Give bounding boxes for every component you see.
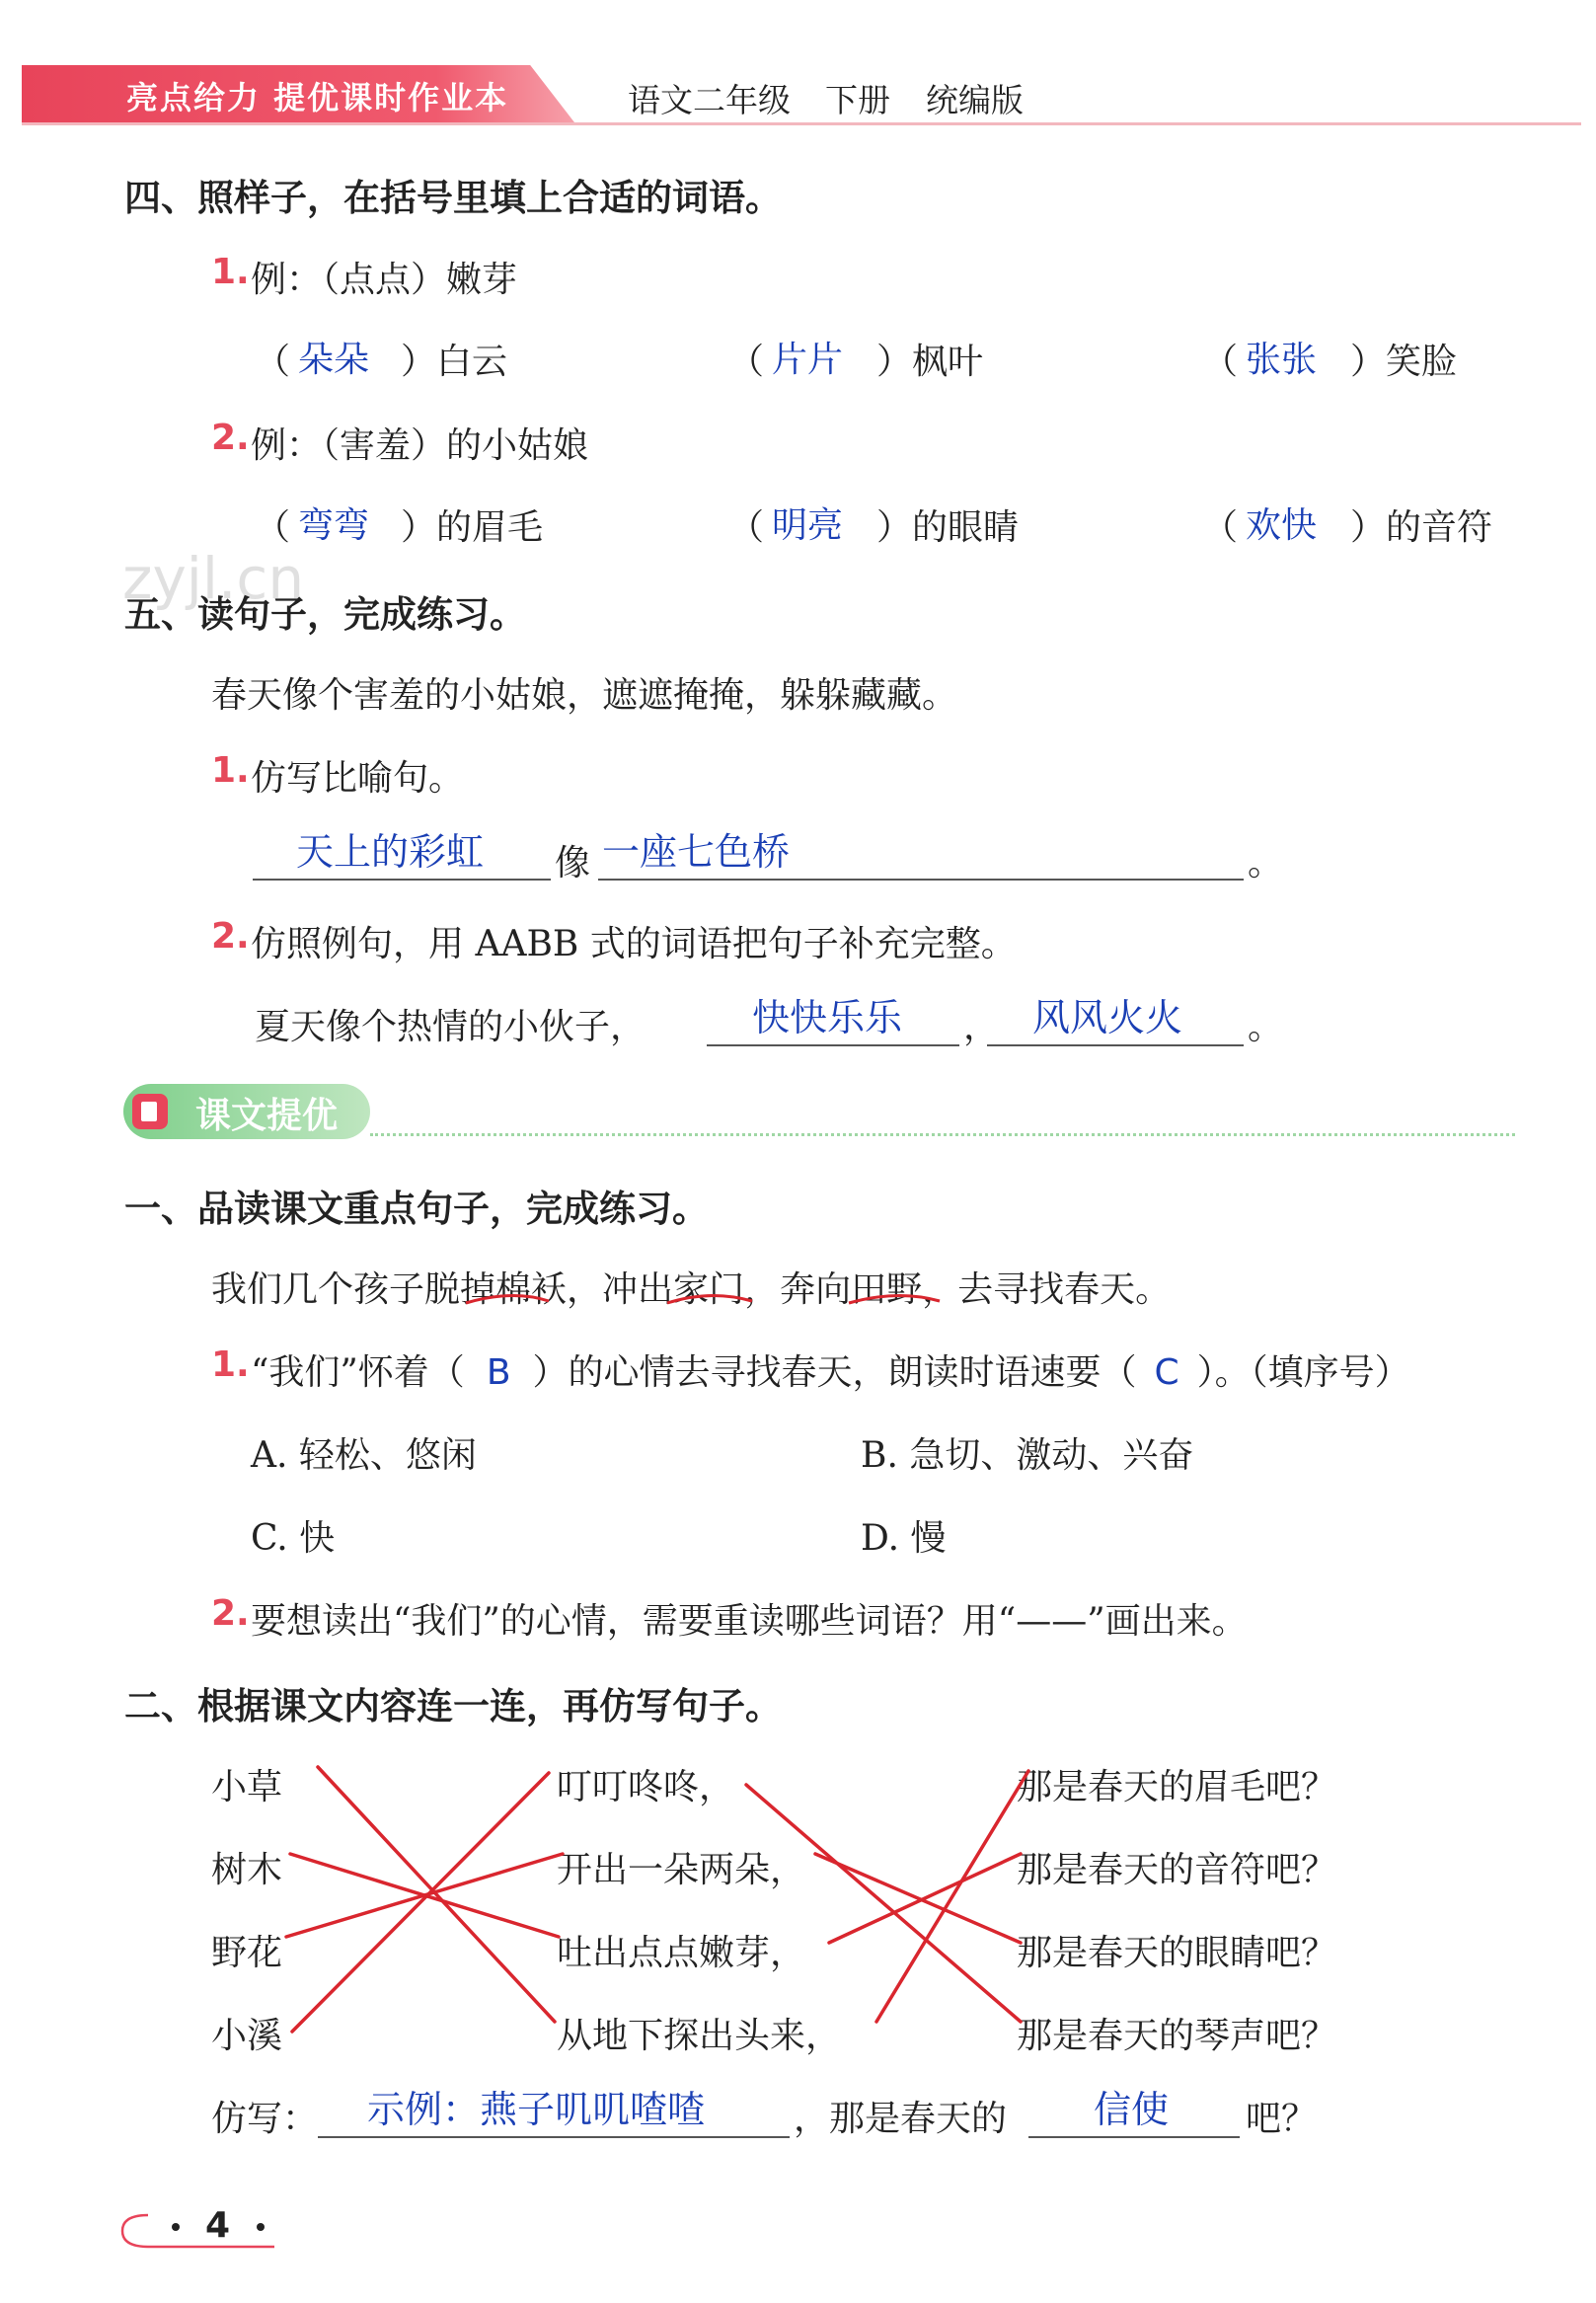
q4-title: 四、照样子，在括号里填上合适的词语。: [124, 177, 782, 219]
q4-p1-answer-1: 朵朵: [298, 340, 370, 380]
q4-p1-answer-3: 张张: [1246, 340, 1318, 380]
q5-p1-mid: 像: [555, 843, 591, 883]
match-line-col2-4: [876, 1771, 1028, 2022]
col1-item-yehua: 野花: [211, 1933, 283, 1973]
s1-sentence-part: 棉袄，: [495, 1269, 603, 1310]
col1-item-xiaocao: 小草: [211, 1767, 283, 1807]
q5-p1-answer-1: 天上的彩虹: [296, 830, 485, 874]
imitate-mid: ，那是春天的: [794, 2099, 1008, 2139]
option-b: B. 急切、激动、兴奋: [861, 1435, 1194, 1476]
q5-p2-comma: ，: [963, 1007, 1000, 1047]
s1-p2-text: 要想读出“我们”的心情，需要重读哪些词语？用“——”画出来。: [251, 1601, 1248, 1642]
col3-item-1: 那是春天的眉毛吧？: [1017, 1767, 1337, 1807]
paren-open: （: [255, 342, 291, 382]
option-d: D. 慢: [861, 1518, 947, 1559]
q5-p2-text: 仿照例句，用 AABB 式的词语把句子补充完整。: [251, 924, 1017, 964]
option-c: C. 快: [251, 1518, 336, 1559]
s1-p2-number: 2.: [211, 1593, 250, 1634]
imitate-answer-1: 示例：燕子叽叽喳喳: [367, 2088, 706, 2131]
imitate-blank-1: [318, 2136, 790, 2138]
s1-sentence-part: 田野，去寻找春天。: [851, 1269, 1172, 1310]
imitate-end: 吧？: [1246, 2099, 1318, 2139]
page-number: 4: [205, 2205, 231, 2246]
q4-p2-answer-2: 明亮: [772, 505, 844, 546]
q4-p2-suffix-1: ）的眉毛: [401, 507, 544, 548]
paren-open: （: [1202, 507, 1239, 548]
q4-p1-suffix-3: ）笑脸: [1350, 342, 1458, 382]
q4-p2-example: 例：（害羞）的小姑娘: [251, 425, 589, 466]
q5-p2-end: 。: [1248, 1007, 1284, 1047]
q4-p2-suffix-2: ）的眼睛: [876, 507, 1020, 548]
s1-p1-answer-1: B: [486, 1352, 511, 1393]
q4-p2-answer-1: 弯弯: [298, 505, 370, 546]
col2-item-4: 从地下探出头来，: [557, 2016, 842, 2056]
q5-p1-text: 仿写比喻句。: [251, 758, 465, 799]
col1-item-shumu: 树木: [211, 1850, 283, 1890]
q5-p2-answer-1: 快快乐乐: [752, 996, 903, 1039]
q5-p2-number: 2.: [211, 916, 250, 957]
paren-open: （: [255, 507, 291, 548]
s1-p1-number: 1.: [211, 1344, 250, 1385]
q5-p2-lead: 夏天像个热情的小伙子，: [255, 1007, 646, 1047]
col2-item-3: 吐出点点嫩芽，: [557, 1933, 806, 1973]
s1-sentence-part: 我们几个孩子: [211, 1269, 425, 1310]
col2-item-2: 开出一朵两朵，: [557, 1850, 806, 1890]
q5-p1-answer-2: 一座七色桥: [602, 830, 791, 874]
imitate-blank-2: [1028, 2136, 1240, 2138]
col3-item-2: 那是春天的音符吧？: [1017, 1850, 1337, 1890]
page-number-ornament: [116, 2203, 284, 2263]
s1-keyword-benxiang: 奔向: [780, 1269, 852, 1310]
watermark: zyjl.cn: [122, 545, 305, 612]
option-a: A. 轻松、悠闲: [251, 1435, 477, 1476]
q5-title: 五、读句子，完成练习。: [124, 593, 526, 636]
col2-item-1: 叮叮咚咚，: [557, 1767, 735, 1807]
q5-sentence: 春天像个害羞的小姑娘，遮遮掩掩，躲躲藏藏。: [211, 675, 958, 716]
col3-item-3: 那是春天的眼睛吧？: [1017, 1933, 1337, 1973]
section-tag-label: 课文提优: [195, 1096, 339, 1136]
q4-p2-number: 2.: [211, 418, 250, 458]
s1-p1-text-2: ）的心情去寻找春天，朗读时语速要（: [532, 1352, 1137, 1393]
s1-title: 一、品读课文重点句子，完成练习。: [124, 1188, 709, 1230]
paren-open: （: [728, 507, 765, 548]
s1-p1-text-1: “我们”怀着（: [251, 1352, 465, 1393]
q4-p1-suffix-1: ）白云: [401, 342, 508, 382]
q4-p2-answer-3: 欢快: [1246, 505, 1318, 546]
brand-title: 亮点给力 提优课时作业本: [126, 79, 509, 116]
match-line-col2-1: [746, 1785, 1021, 2022]
match-line-xiaoxi: [292, 1773, 549, 2032]
paren-open: （: [728, 342, 765, 382]
s1-keyword-chongchu: 冲出: [602, 1269, 674, 1310]
s1-sentence-part: 家门，: [673, 1269, 781, 1310]
s2-title: 二、根据课文内容连一连，再仿写句子。: [124, 1685, 782, 1727]
col3-item-4: 那是春天的琴声吧？: [1017, 2016, 1337, 2056]
q5-p1-number: 1.: [211, 750, 250, 791]
q4-p1-suffix-2: ）枫叶: [876, 342, 984, 382]
q5-p1-end: 。: [1248, 843, 1284, 883]
q5-p2-answer-2: 风风火火: [1032, 996, 1183, 1039]
subject-label: 语文二年级: [628, 81, 791, 119]
volume-label: 下册: [825, 81, 890, 119]
s1-keyword-tuodiao: 脱掉: [424, 1269, 496, 1310]
q4-p2-suffix-3: ）的音符: [1350, 507, 1493, 548]
s1-p1-answer-2: C: [1154, 1352, 1179, 1393]
edition-label: 统编版: [926, 81, 1024, 119]
paren-open: （: [1202, 342, 1239, 382]
imitate-answer-2: 信使: [1094, 2088, 1170, 2131]
q4-p1-example: 例：（点点）嫩芽: [251, 260, 518, 300]
imitate-label: 仿写：: [211, 2099, 319, 2139]
q4-p1-answer-2: 片片: [772, 340, 844, 380]
q4-p1-number: 1.: [211, 252, 250, 292]
s1-p1-text-3: ）。（填序号）: [1196, 1352, 1410, 1393]
col1-item-xiaoxi: 小溪: [211, 2016, 283, 2056]
